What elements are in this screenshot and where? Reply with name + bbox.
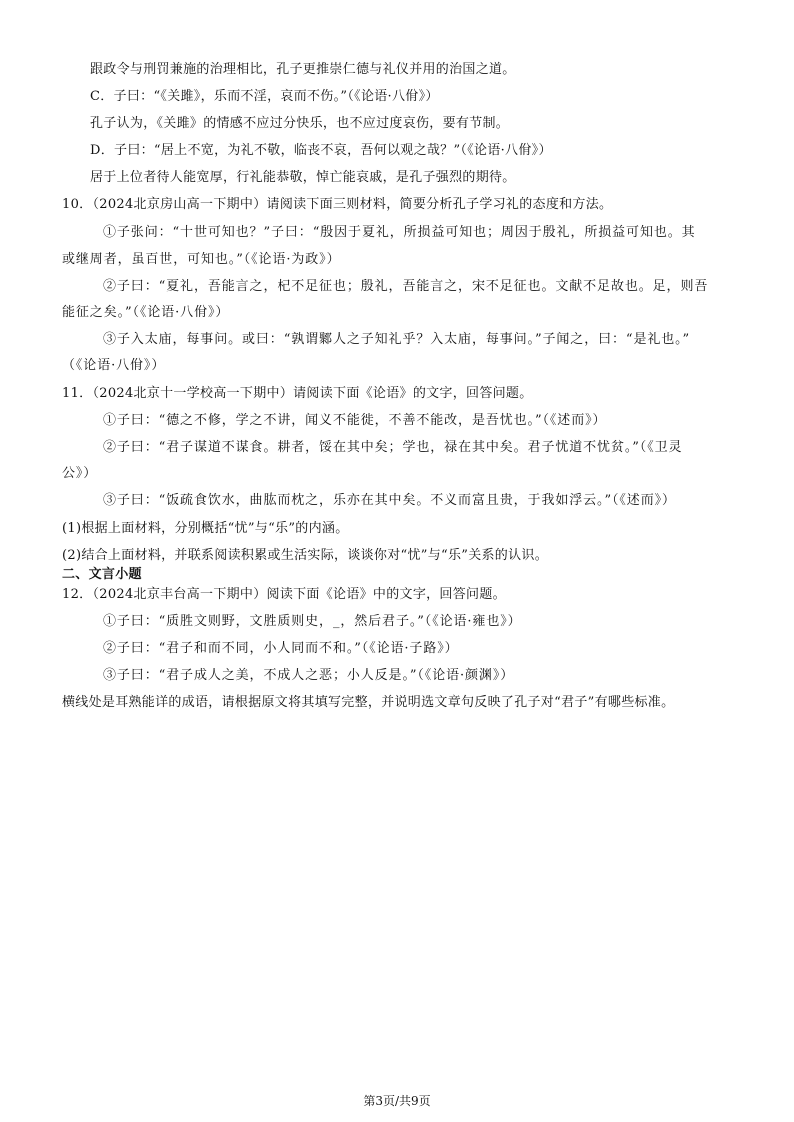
text-line: ③子入太庙，每事问。或曰：“孰谓鄹人之子知礼乎？入太庙，每事问。”子闻之，曰：“是礼也。”	[103, 332, 691, 347]
text-line: 或继周者，虽百世，可知也。”（《论语·为政》）	[62, 252, 341, 267]
text-line: （《论语·八佾》）	[62, 358, 166, 373]
text-line: C．子曰：“《关雎》，乐而不淫，哀而不伤。”（《论语·八佾》）	[90, 89, 439, 104]
text-line: 公》）	[62, 466, 98, 481]
text-line: ③子曰：“饭疏食饮水，曲肱而枕之，乐亦在其中矣。不义而富且贵，于我如浮云。”（《述而》）	[103, 493, 676, 508]
text-line: ②子曰：“夏礼，吾能言之，杞不足征也；殷礼，吾能言之，宋不足征也。文献不足故也。足，则吾	[103, 279, 709, 294]
question-title: 11．（2024北京十一学校高一下期中）请阅读下面《论语》的文字，回答问题。	[62, 386, 533, 401]
text-line: ①子张问：“十世可知也？”子曰：“殷因于夏礼，所损益可知也；周因于殷礼，所损益可知也。其	[103, 225, 696, 240]
text-line: 横线处是耳熟能详的成语，请根据原文将其填写完整，并说明选文章句反映了孔子对“君子”有哪些标准。	[62, 695, 675, 710]
sub-question: (2)结合上面材料，并联系阅读积累或生活实际，谈谈你对“忧”与“乐”关系的认识。	[62, 548, 548, 563]
text-line: 跟政令与刑罚兼施的治理相比，孔子更推崇仁德与礼仪并用的治国之道。	[90, 62, 516, 77]
text-line: 孔子认为，《关雎》的情感不应过分快乐，也不应过度哀伤，要有节制。	[90, 116, 510, 131]
text-line: ①子曰：“质胜文则野，文胜质则史，_，然后君子。”（《论语·雍也》）	[103, 614, 522, 629]
question-title: 12．（2024北京丰台高一下期中）阅读下面《论语》中的文字，回答问题。	[62, 587, 506, 602]
sub-question: (1)根据上面材料，分别概括“忧”与“乐”的内涵。	[62, 521, 349, 536]
text-line: 居于上位者待人能宽厚，行礼能恭敬，悼亡能哀戚，是孔子强烈的期待。	[90, 170, 516, 185]
section-heading: 二、文言小题	[62, 567, 142, 582]
text-line: 能征之矣。”（《论语·八佾》）	[62, 305, 230, 320]
page-footer: 第3页/共9页	[363, 1094, 431, 1108]
text-line: ②子曰：“君子和而不同，小人同而不和。”（《论语·子路》）	[103, 641, 459, 656]
text-line: D．子曰：“居上不宽，为礼不敬，临丧不哀，吾何以观之哉？”（《论语·八佾》）	[90, 143, 552, 158]
text-line: ①子曰：“德之不修，学之不讲，闻义不能徙，不善不能改，是吾忧也。”（《述而》）	[103, 413, 607, 428]
text-line: ②子曰：“君子谋道不谋食。耕者，馁在其中矣；学也，禄在其中矣。君子忧道不忧贫。”（《卫灵	[103, 440, 683, 455]
question-title: 10．（2024北京房山高一下期中）请阅读下面三则材料，简要分析孔子学习礼的态度和方法。	[62, 197, 613, 212]
text-line: ③子曰：“君子成人之美，不成人之恶；小人反是。”（《论语·颜渊》）	[103, 668, 515, 683]
